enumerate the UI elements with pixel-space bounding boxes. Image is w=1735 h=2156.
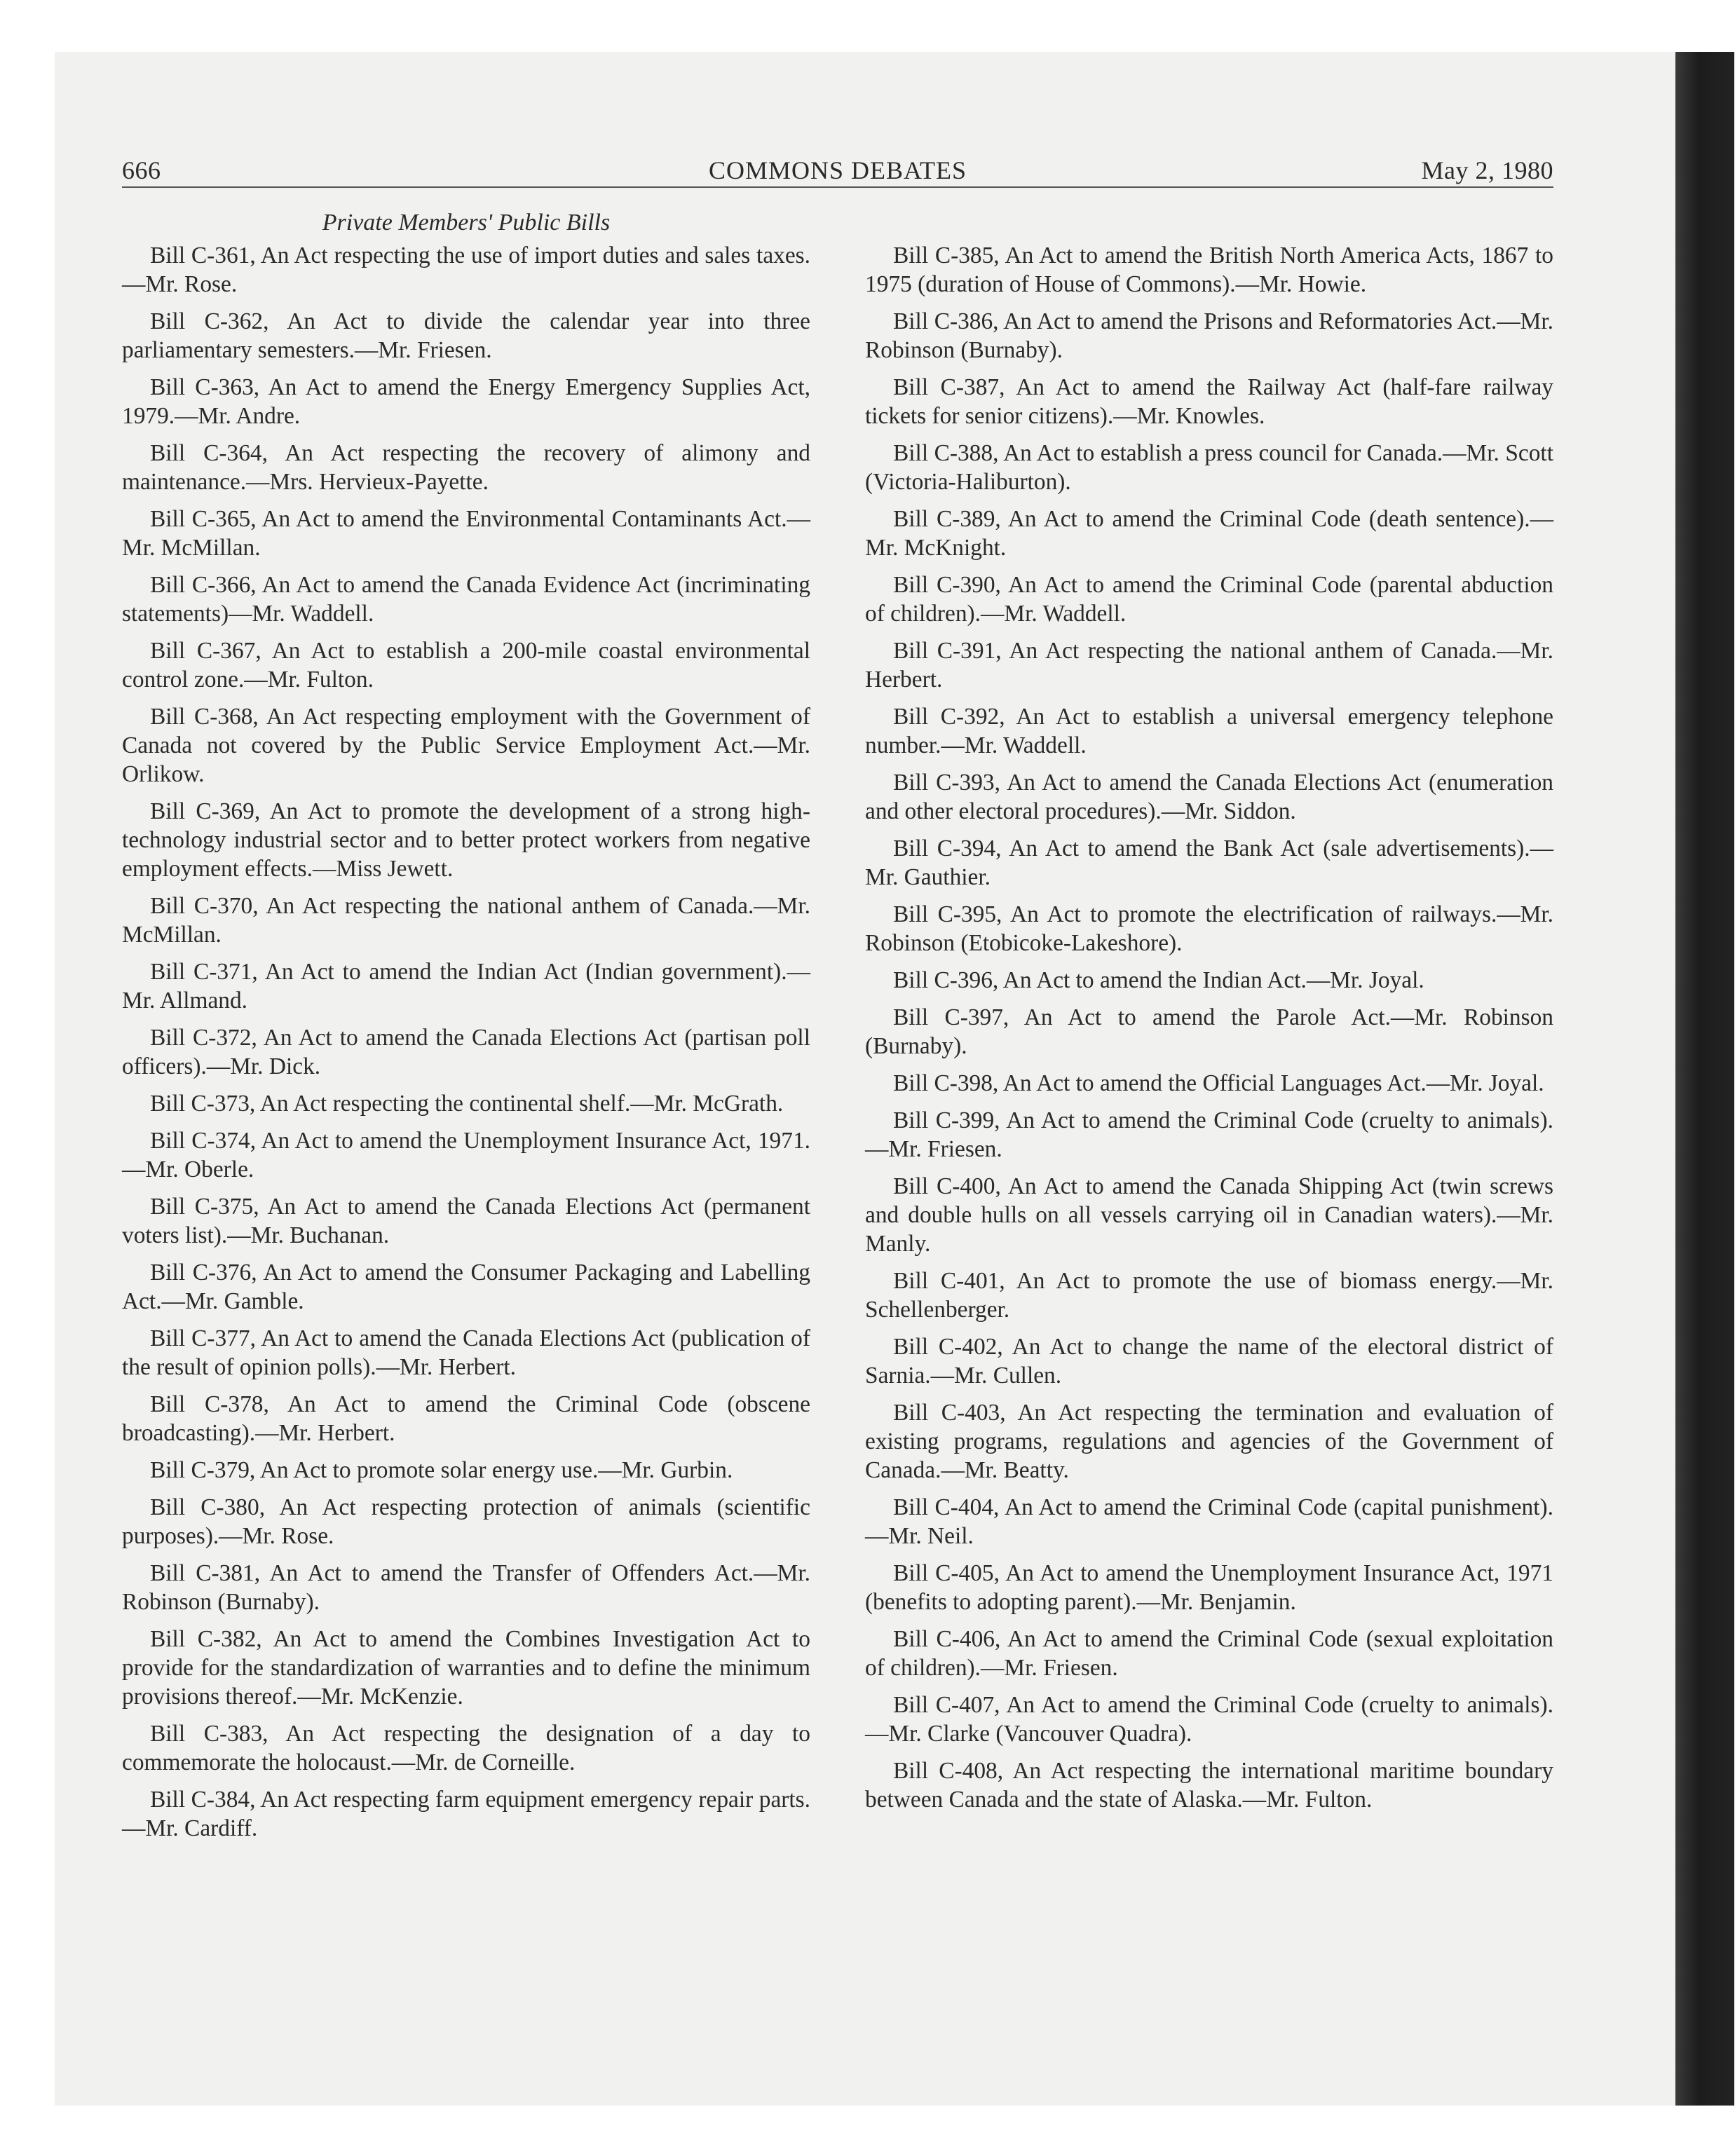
bill-entry: Bill C-395, An Act to promote the electrification of railways.—Mr. Robinson (Etobicoke-Lakeshore). <box>865 901 1553 956</box>
bill-entry: Bill C-363, An Act to amend the Energy Emergency Supplies Act, 1979.—Mr. Andre. <box>122 374 810 429</box>
bill-entry: Bill C-384, An Act respecting farm equipment emergency repair parts.—Mr. Cardiff. <box>122 1787 810 1841</box>
bill-entry: Bill C-388, An Act to establish a press council for Canada.—Mr. Scott (Victoria-Haliburton). <box>865 440 1553 495</box>
bill-entry: Bill C-398, An Act to amend the Official Languages Act.—Mr. Joyal. <box>893 1070 1544 1096</box>
bill-entry: Bill C-372, An Act to amend the Canada Elections Act (partisan poll officers).—Mr. Dick. <box>122 1025 810 1079</box>
bill-entry: Bill C-369, An Act to promote the development of a strong high-technology industrial sector and to better protect workers from negative employment effects.—Miss Jewett. <box>122 798 810 882</box>
bill-entry: Bill C-371, An Act to amend the Indian Act (Indian government).—Mr. Allmand. <box>122 959 810 1014</box>
bill-entry: Bill C-389, An Act to amend the Criminal Code (death sentence).—Mr. McKnight. <box>865 506 1553 561</box>
bill-entry: Bill C-397, An Act to amend the Parole Act.—Mr. Robinson (Burnaby). <box>865 1004 1553 1059</box>
issue-date: May 2, 1980 <box>1421 156 1553 184</box>
bill-entry: Bill C-403, An Act respecting the termination and evaluation of existing programs, regulations and agencies of the Government of Canada.—Mr. Beatty. <box>865 1400 1553 1483</box>
bill-entry: Bill C-406, An Act to amend the Criminal Code (sexual exploitation of children).—Mr. Friesen. <box>865 1626 1553 1681</box>
bill-entry: Bill C-368, An Act respecting employment with the Government of Canada not covered by the Public Service Employment Act.—Mr. Orlikow. <box>122 704 810 787</box>
right-column <box>865 241 1553 1822</box>
binding-edge <box>1675 52 1734 2106</box>
bill-entry: Bill C-379, An Act to promote solar energy use.—Mr. Gurbin. <box>150 1457 733 1483</box>
journal-title: COMMONS DEBATES <box>708 156 967 184</box>
bill-entry: Bill C-399, An Act to amend the Criminal Code (cruelty to animals).—Mr. Friesen. <box>865 1107 1553 1162</box>
bill-entry: Bill C-404, An Act to amend the Criminal Code (capital punishment).—Mr. Neil. <box>865 1494 1553 1549</box>
bill-entry: Bill C-376, An Act to amend the Consumer Packaging and Labelling Act.—Mr. Gamble. <box>122 1260 810 1314</box>
header-rule <box>122 186 1553 188</box>
bill-entry: Bill C-374, An Act to amend the Unemployment Insurance Act, 1971.—Mr. Oberle. <box>122 1128 810 1182</box>
bill-entry: Bill C-375, An Act to amend the Canada Elections Act (permanent voters list).—Mr. Buchanan. <box>122 1194 810 1248</box>
bill-entry: Bill C-390, An Act to amend the Criminal Code (parental abduction of children).—Mr. Waddell. <box>865 572 1553 627</box>
bill-entry: Bill C-377, An Act to amend the Canada Elections Act (publication of the result of opinion polls).—Mr. Herbert. <box>122 1325 810 1380</box>
bill-entry: Bill C-370, An Act respecting the national anthem of Canada.—Mr. McMillan. <box>122 893 810 948</box>
bill-entry: Bill C-365, An Act to amend the Environmental Contaminants Act.—Mr. McMillan. <box>122 506 810 561</box>
bill-entry: Bill C-382, An Act to amend the Combines Investigation Act to provide for the standardization of warranties and to define the minimum provisions thereof.—Mr. McKenzie. <box>122 1626 810 1710</box>
bill-entry: Bill C-401, An Act to promote the use of biomass energy.—Mr. Schellenberger. <box>865 1268 1553 1323</box>
bill-entry: Bill C-386, An Act to amend the Prisons and Reformatories Act.—Mr. Robinson (Burnaby). <box>865 308 1553 363</box>
bill-entry: Bill C-392, An Act to establish a universal emergency telephone number.—Mr. Waddell. <box>865 704 1553 758</box>
bill-entry: Bill C-373, An Act respecting the continental shelf.—Mr. McGrath. <box>150 1091 784 1117</box>
bill-entry: Bill C-362, An Act to divide the calendar year into three parliamentary semesters.—Mr. Friesen. <box>122 308 810 363</box>
bill-entry: Bill C-366, An Act to amend the Canada Evidence Act (incriminating statements)—Mr. Waddell. <box>122 572 810 627</box>
bill-entry: Bill C-394, An Act to amend the Bank Act (sale advertisements).—Mr. Gauthier. <box>865 835 1553 890</box>
left-column <box>122 241 810 1851</box>
bill-entry: Bill C-400, An Act to amend the Canada Shipping Act (twin screws and double hulls on all vessels carrying oil in Canadian waters).—Mr. Manly. <box>865 1173 1553 1257</box>
bill-entry: Bill C-361, An Act respecting the use of import duties and sales taxes.—Mr. Rose. <box>122 243 810 297</box>
page-header <box>122 153 1553 188</box>
bill-entry: Bill C-378, An Act to amend the Criminal Code (obscene broadcasting).—Mr. Herbert. <box>122 1391 810 1446</box>
bill-entry: Bill C-408, An Act respecting the international maritime boundary between Canada and the state of Alaska.—Mr. Fulton. <box>865 1758 1553 1813</box>
bill-entry: Bill C-385, An Act to amend the British North America Acts, 1867 to 1975 (duration of House of Commons).—Mr. Howie. <box>865 243 1553 297</box>
bill-entry: Bill C-407, An Act to amend the Criminal Code (cruelty to animals).—Mr. Clarke (Vancouver Quadra). <box>865 1692 1553 1747</box>
bill-entry: Bill C-402, An Act to change the name of the electoral district of Sarnia.—Mr. Cullen. <box>865 1334 1553 1389</box>
page-number: 666 <box>122 156 161 184</box>
bill-entry: Bill C-396, An Act to amend the Indian Act.—Mr. Joyal. <box>893 967 1424 993</box>
bill-entry: Bill C-387, An Act to amend the Railway Act (half-fare railway tickets for senior citizens).—Mr. Knowles. <box>865 374 1553 429</box>
bill-entry: Bill C-367, An Act to establish a 200-mile coastal environmental control zone.—Mr. Fulton. <box>122 638 810 692</box>
bill-entry: Bill C-405, An Act to amend the Unemployment Insurance Act, 1971 (benefits to adopting parent).—Mr. Benjamin. <box>865 1560 1553 1615</box>
bill-entry: Bill C-393, An Act to amend the Canada Elections Act (enumeration and other electoral procedures).—Mr. Siddon. <box>865 770 1553 824</box>
section-heading: Private Members' Public Bills <box>322 210 611 236</box>
bill-entry: Bill C-364, An Act respecting the recovery of alimony and maintenance.—Mrs. Hervieux-Payette. <box>122 440 810 495</box>
bill-entry: Bill C-391, An Act respecting the national anthem of Canada.—Mr. Herbert. <box>865 638 1553 692</box>
bill-entry: Bill C-383, An Act respecting the designation of a day to commemorate the holocaust.—Mr. de Corneille. <box>122 1721 810 1775</box>
bill-entry: Bill C-380, An Act respecting protection of animals (scientific purposes).—Mr. Rose. <box>122 1494 810 1549</box>
bill-entry: Bill C-381, An Act to amend the Transfer of Offenders Act.—Mr. Robinson (Burnaby). <box>122 1560 810 1615</box>
